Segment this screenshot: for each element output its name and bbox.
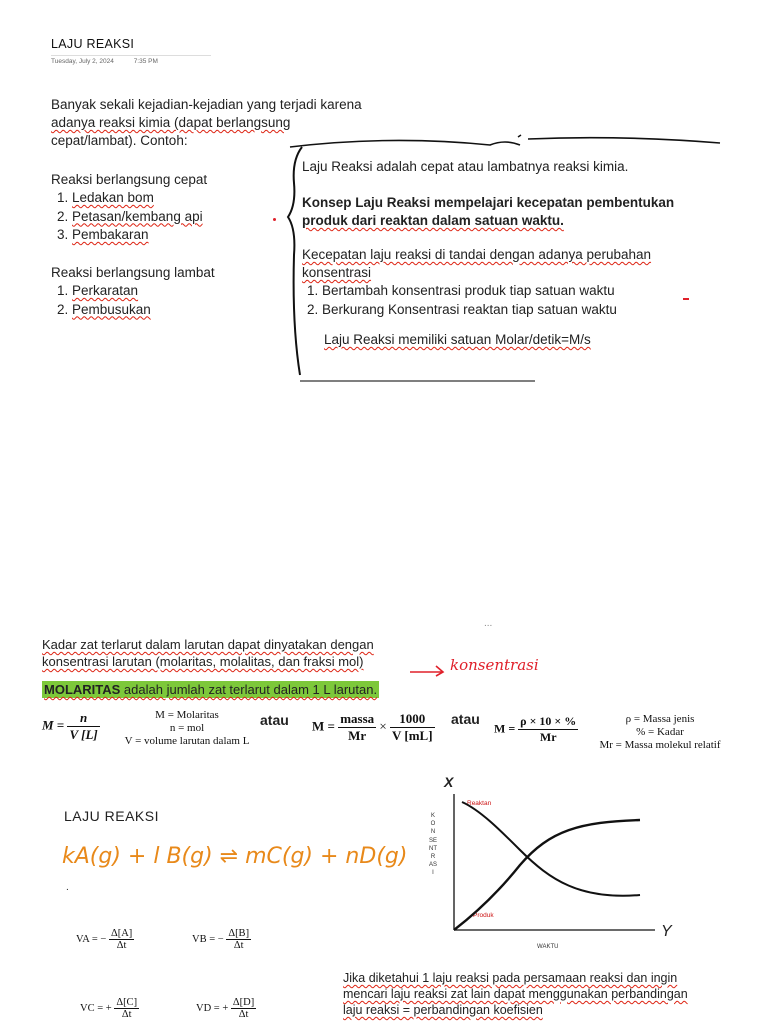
page-date: Tuesday, July 2, 2024 — [51, 58, 114, 65]
formula-molarity-2 — [312, 711, 435, 744]
slow-heading: Reaksi berlangsung lambat — [51, 265, 215, 280]
legend-line: n = mol — [169, 722, 205, 734]
rate-vb-lhs: VB = − — [192, 933, 224, 945]
title-divider — [51, 55, 211, 56]
produk-label: Produk — [473, 912, 494, 919]
rate-va-num: Δ[A] — [110, 928, 133, 939]
note-line-2: mencari laju reaksi zat lain dapat menggunakan perbandingan — [343, 987, 688, 1001]
formula-2-den-2: V [mL] — [391, 728, 433, 743]
rate-vb — [192, 928, 251, 951]
fast-heading: Reaksi berlangsung cepat — [51, 172, 208, 187]
rate-vd-num: Δ[D] — [232, 997, 255, 1008]
formula-1-lhs: M = — [42, 717, 65, 733]
legend-line: V = volume larutan dalam L — [124, 735, 250, 747]
unit-line: Laju Reaksi memiliki satuan Molar/detik=M/s — [324, 332, 591, 347]
concentration-line-2: konsentrasi larutan (molaritas, molalitas, dan fraksi mol) — [42, 654, 364, 669]
handwritten-annotation: konsentrasi — [450, 656, 539, 674]
graph-ylabel: KONSENTRASI — [429, 813, 438, 877]
rate-ratio-note — [343, 970, 688, 1018]
slow-item: 1. Perkaratan — [72, 282, 215, 301]
fast-item: 1. Ledakan bom — [72, 189, 207, 208]
molaritas-rest: adalah jumlah zat terlarut dalam 1 L larutan. — [120, 682, 378, 697]
rate-vc-lhs: VC = + — [80, 1002, 112, 1014]
formula-3-num: ρ × 10 × % — [520, 714, 577, 728]
graph-xlabel: WAKTU — [537, 944, 559, 950]
legend-line: Mr = Massa molekul relatif — [599, 739, 721, 751]
page-meta — [51, 58, 176, 65]
rate-vd-den: Δt — [238, 1009, 249, 1020]
legend-line: M = Molaritas — [155, 709, 219, 721]
note-line-3: laju reaksi = perbandingan koefisien — [343, 1003, 543, 1017]
formula-2-num-1: massa — [340, 711, 375, 726]
intro-line-2: adanya reaksi kimia (dapat berlangsung — [51, 115, 291, 130]
red-dot — [273, 218, 276, 221]
rate-vd — [196, 997, 256, 1020]
rate-vc-den: Δt — [121, 1009, 132, 1020]
concentration-line-1: Kadar zat terlarut dalam larutan dapat dinyatakan dengan — [42, 637, 374, 652]
concentration-paragraph — [42, 636, 374, 670]
reaktan-curve — [462, 802, 640, 896]
laju-title: LAJU REAKSI — [64, 808, 159, 824]
formula-2-num-2: 1000 — [390, 711, 435, 728]
intro-line-1: Banyak sekali kejadian-kejadian yang terjadi karena — [51, 97, 362, 112]
atau-2: atau — [451, 711, 480, 727]
formula-molarity-3 — [494, 714, 578, 745]
reaktan-label: Reaktan — [467, 800, 492, 807]
definition-section — [302, 158, 732, 349]
atau-1: atau — [260, 712, 289, 728]
rate-vb-den: Δt — [233, 940, 244, 951]
concentration-time-graph — [440, 790, 680, 950]
reaction-equation: kA(g) + l B(g) ⇌ mC(g) + nD(g) — [62, 844, 408, 869]
graph-x-mark: X — [444, 774, 454, 790]
molaritas-key: MOLARITAS — [44, 682, 121, 697]
formula-molarity-1 — [42, 710, 100, 743]
produk-curve — [454, 820, 640, 930]
formula-2-lhs: M = — [312, 718, 335, 734]
speed-line-2: konsentrasi — [302, 265, 372, 280]
legend-line: ρ = Massa jenis — [625, 713, 695, 725]
molaritas-definition — [42, 682, 379, 697]
rate-vd-lhs: VD = + — [196, 1002, 229, 1014]
formula-1-num: n — [67, 710, 99, 727]
fast-item: 3. Pembakaran — [72, 226, 207, 245]
slow-list — [51, 282, 215, 319]
formula-3-den: Mr — [539, 730, 557, 744]
change-item: 1. Bertambah konsentrasi produk tiap satuan waktu — [322, 282, 732, 301]
rate-va-lhs: VA = − — [76, 933, 107, 945]
page-title: LAJU REAKSI — [51, 37, 135, 51]
page-time: 7:35 PM — [133, 58, 158, 65]
note-line-1: Jika diketahui 1 laju reaksi pada persamaan reaksi dan ingin — [343, 971, 678, 985]
fast-reaction-section — [51, 171, 207, 245]
concept-line-2: produk dari reaktan dalam satuan waktu. — [302, 213, 564, 228]
fast-item: 2. Petasan/kembang api — [72, 208, 207, 227]
rate-vb-num: Δ[B] — [228, 928, 250, 939]
red-dash — [683, 298, 689, 300]
legend-line: % = Kadar — [636, 726, 684, 738]
fast-list — [51, 189, 207, 245]
formula-2-den-1: Mr — [348, 728, 367, 743]
times-sign: × — [379, 718, 387, 734]
rate-va-den: Δt — [116, 940, 127, 951]
ellipsis: ... — [484, 618, 493, 629]
formula-1-legend — [112, 709, 262, 748]
formula-3-legend — [590, 713, 730, 752]
annotation-arrow — [408, 660, 448, 680]
definition-line: Laju Reaksi adalah cepat atau lambatnya reaksi kimia. — [302, 159, 629, 174]
intro-line-3: cepat/lambat). Contoh: — [51, 133, 188, 148]
rate-vc-num: Δ[C] — [116, 997, 138, 1008]
graph-y-mark: Y — [661, 923, 672, 940]
change-item: 2. Berkurang Konsentrasi reaktan tiap satuan waktu — [322, 301, 732, 320]
slow-item: 2. Pembusukan — [72, 301, 215, 320]
formula-1-den: V [L] — [69, 727, 98, 742]
concept-line-1: Konsep Laju Reaksi mempelajari kecepatan pembentukan — [302, 195, 675, 210]
rate-vc — [80, 997, 139, 1020]
dot-mark: . — [66, 882, 69, 893]
rate-va — [76, 928, 134, 951]
formula-3-lhs: M = — [494, 721, 516, 736]
slow-reaction-section — [51, 264, 215, 319]
speed-line-1: Kecepatan laju reaksi di tandai dengan adanya perubahan — [302, 247, 652, 262]
concentration-change-list — [302, 282, 732, 319]
